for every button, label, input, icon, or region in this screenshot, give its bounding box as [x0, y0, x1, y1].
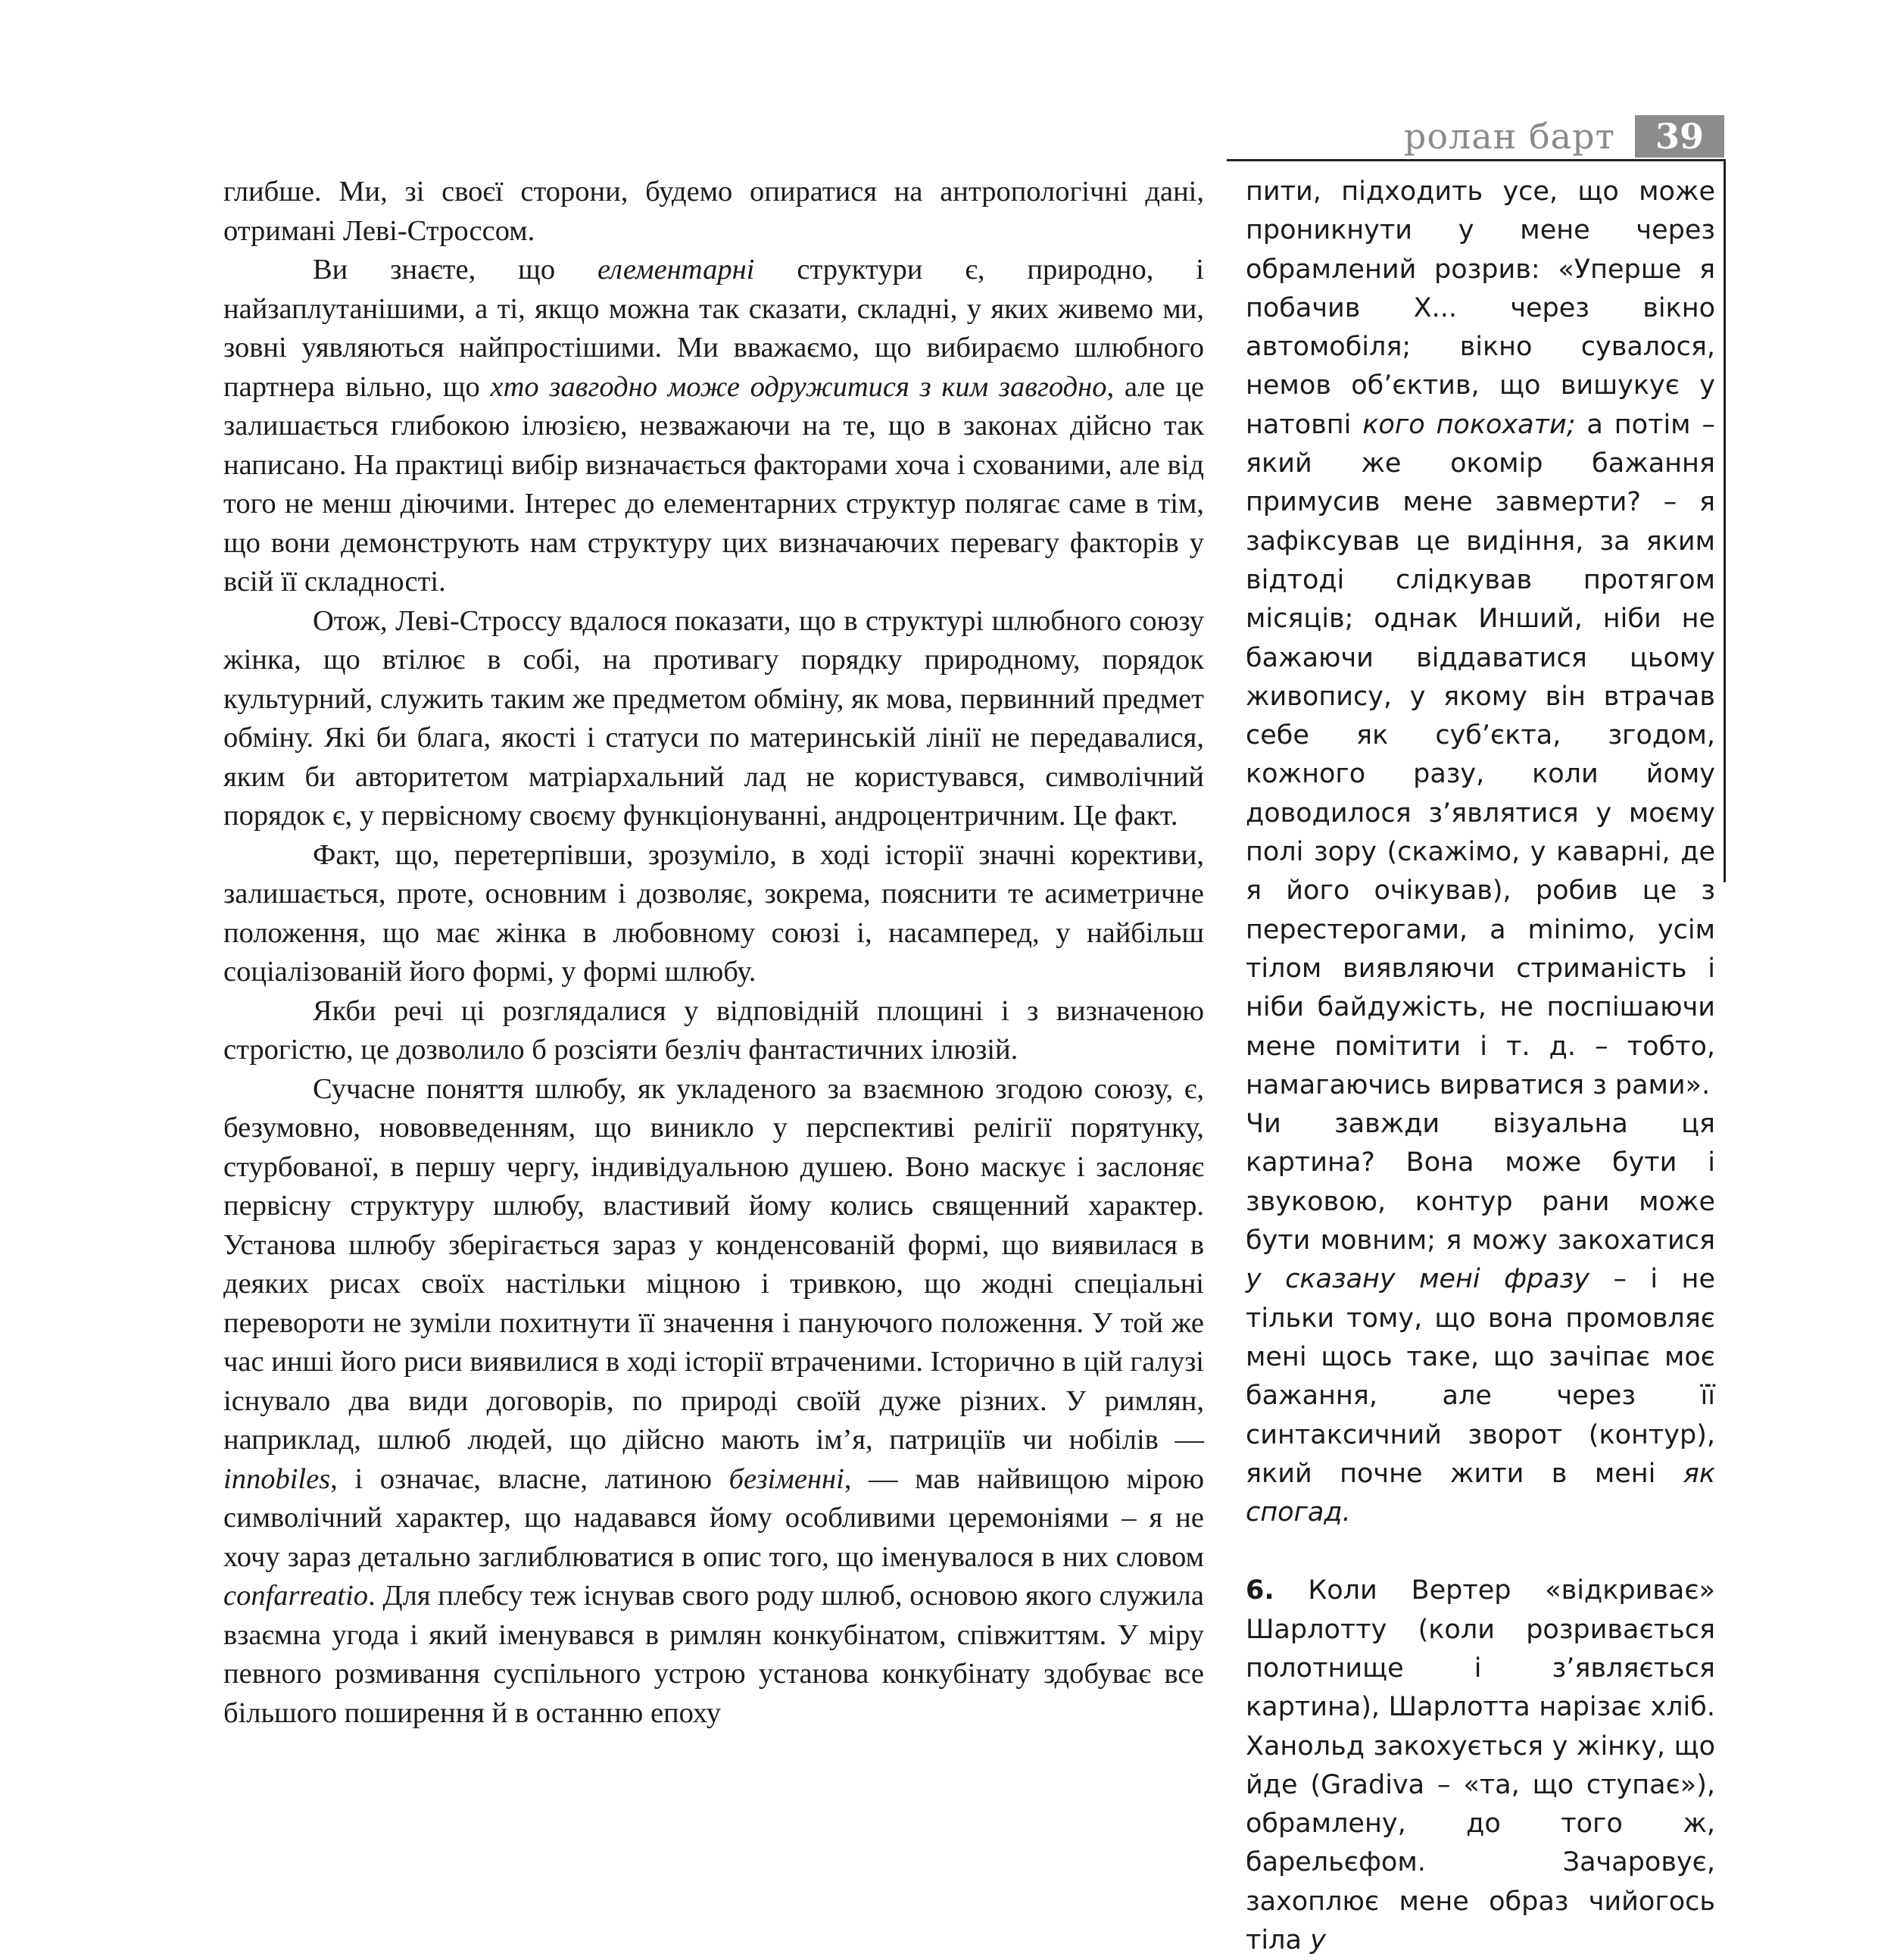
italic-term: innobiles — [223, 1462, 331, 1495]
header-rule — [1227, 159, 1724, 161]
italic-phrase: у сказану мені фразу — [1246, 1264, 1589, 1295]
side-paragraph: Чи завжди візуальна ця картина? Вона може бути і звуковою, контур рани може бути мовним; я можу закохатися у сказану мені фразу – і не тільки тому, що вона промовляє мені щось таке, що зачіпає моє бажання, але через її синтаксичний зворот (контур), який почне жити в мені як спогад. — [1246, 1109, 1715, 1528]
main-paragraph: глибше. Ми, зі своєї сторони, будемо опиратися на антропологічні дані, отримані Леві-Строссом. — [223, 176, 1204, 247]
running-header — [1404, 114, 1724, 159]
main-paragraph: Сучасне поняття шлюбу, як укладеного за взаємною згодою союзу, є, безумовно, нововведенням, що виникло у перспективі релігії порятунку, стурбованої, в першу чергу, індивідуальною душею. Воно маскує і заслоняє первісну структуру шлюбу, властивий йому колись священний характер. Установа шлюбу зберігається зараз у конденсованій формі, що виявилася в деяких рисах своїх настільки міцною і тривкою, що жодні спеціальні перевороти не зуміли похитнути її значення і пануючого положення. У той же час инші його риси виявилися в ході історії втраченими. Історично в цій галузі існувало два види договорів, по природі своїй дуже різних. У римлян, наприклад, шлюб людей, що дійсно мають ім’я, патриціїв чи нобілів — innobiles, і означає, власне, латиною безіменні, — мав найвищою мірою символічний характер, що надавався йому особливими церемоніями – я не хочу зараз детально заглиблюватися в опис того, що іменувалося в них словом confarreatio. Для плебсу теж існував свого роду шлюб, основою якого служила взаємна угода і який іменувався в римлян конкубінатом, співжиттям. У міру певного розмивання суспільного устрою установа конкубінату здобуває все більшого поширення й в останню епоху — [223, 1072, 1204, 1729]
side-column — [1246, 173, 1715, 1960]
italic-term: confarreatio — [223, 1580, 369, 1612]
header-author: ролан барт — [1403, 116, 1615, 157]
section-number: 6. — [1246, 1575, 1274, 1606]
italic-term: елементарні — [597, 254, 755, 286]
page-number: 39 — [1635, 115, 1724, 158]
side-paragraph: пити, підходить усе, що може проникнути у мене через обрамлений розрив: «Уперше я побачив Х... через вікно автомобіля; вікно сувалося, немов об’єктив, що вишукує у натовпі кого покохати; а потім – який же окомір бажання примусив мене завмерти? – я зафіксував це видіння, за яким відтоді слідкував протягом місяців; однак Инший, ніби не бажаючи віддаватися цьому живопису, у якому він втрачав себе як суб’єкта, згодом, кожного разу, коли йому доводилося з’являтися у моєму полі зору (скажімо, у каварні, де я його очікував), робив це з перестерогами, а minimo, усім тілом виявляючи стриманість і ніби байдужість, не поспішаючи мене помітити і т. д. – тобто, намагаючись вирватися з рами». — [1246, 176, 1715, 1100]
side-paragraph: 6. Коли Вертер «відкриває» Шарлотту (коли розривається полотнище і з’являється картина), Шарлотта нарізає хліб. Ханольд закохується у жінку, що йде (Gradiva – «та, що ступає»), обрамлену, до того ж, барельєфом. Зачаровує, захоплює мене образ чийогось тіла у — [1246, 1575, 1715, 1956]
italic-phrase: хто завгодно може одружитися з ким завгодно — [490, 370, 1107, 403]
main-paragraph: Якби речі ці розглядалися у відповідній площині і з визначеною строгістю, це дозволило б розсіяти безліч фантастичних ілюзій. — [223, 994, 1204, 1066]
italic-term: безіменні — [728, 1462, 844, 1495]
main-paragraph: Отож, Леві-Строссу вдалося показати, що в структурі шлюбного союзу жінка, що втілює в собі, на противагу порядку природному, порядок культурний, служить таким же предметом обміну, як мова, первинний предмет обміну. Які би блага, якості і статуси по материнській лінії не передавалися, яким би авторитетом матріархальний лад не користувався, символічний порядок є, у первісному своєму функціонуванні, андроцентричним. Це факт. — [223, 604, 1204, 832]
main-column — [223, 173, 1204, 1733]
italic-phrase: як спогад. — [1246, 1458, 1715, 1528]
main-paragraph: Факт, що, перетерпівши, зрозуміло, в ході історії значні корективи, залишається, проте, основним і дозволяє, зокрема, пояснити те асиметричне положення, що має жінка в любовному союзі і, насамперед, у найбільш соціалізованій його формі, у формі шлюбу. — [223, 838, 1204, 988]
main-paragraph: Ви знаєте, що елементарні структури є, природно, і найзаплутанішими, а ті, якщо можна так сказати, складні, у яких живемо ми, зовні уявляються найпростішими. Ми вважаємо, що вибираємо шлюбного партнера вільно, що хто завгодно може одружитися з ким завгодно, але це залишається глибокою ілюзією, незважаючи на те, що в законах дійсно так написано. На практиці вибір визначається факторами хоча і схованими, але від того не менш діючими. Інтерес до елементарних структур полягає саме в тім, що вони демонструють нам структуру цих визначаючих перевагу факторів у всій її складності. — [223, 254, 1205, 598]
italic-word: у — [1310, 1925, 1326, 1956]
sidebar-rule — [1724, 159, 1726, 882]
italic-phrase: кого покохати; — [1362, 409, 1576, 440]
